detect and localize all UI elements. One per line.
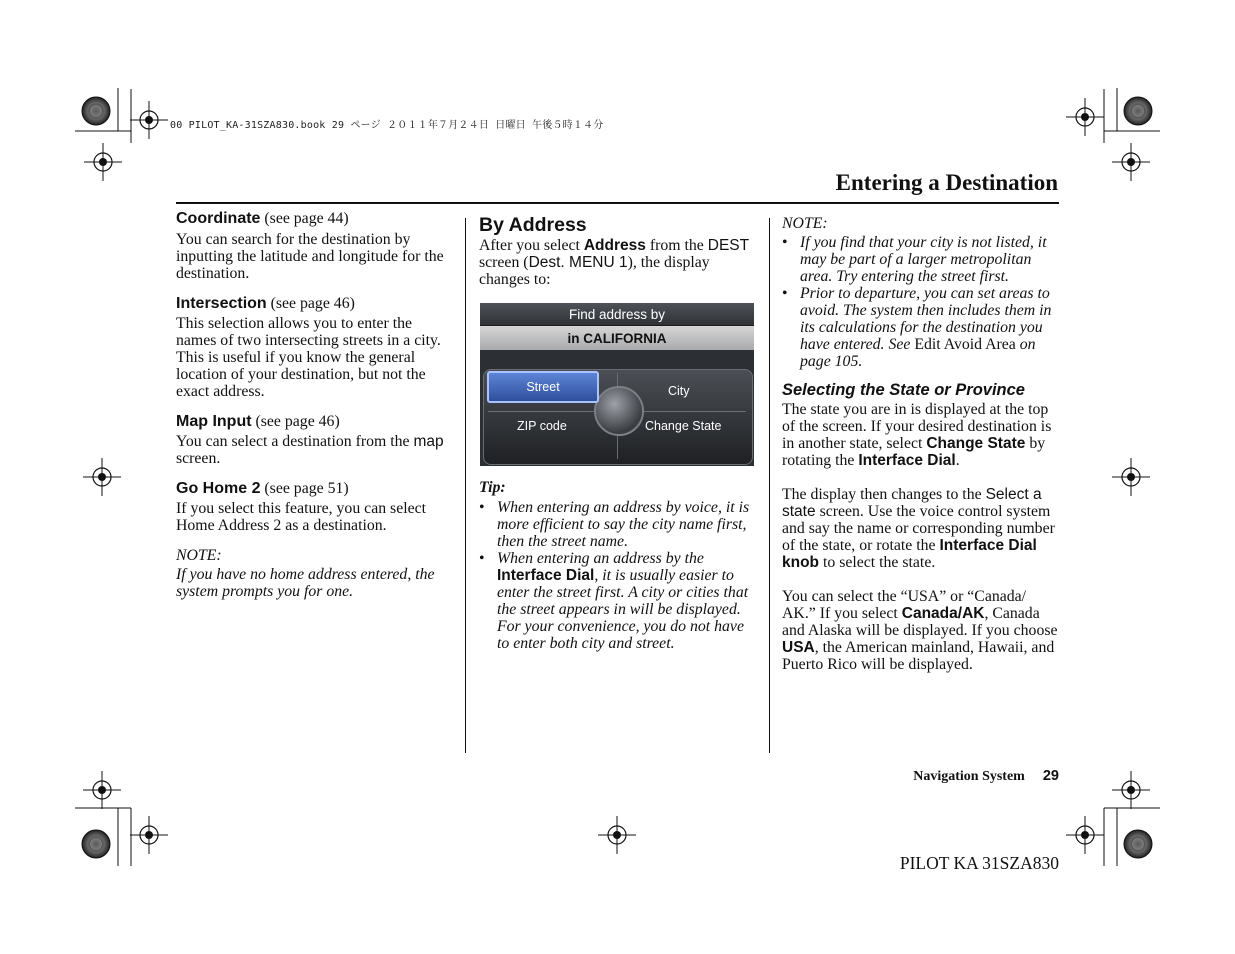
zip-code-option[interactable]: ZIP code [517, 419, 567, 433]
column-left [176, 210, 452, 600]
coordinate-title: Coordinate [176, 210, 261, 227]
column-divider [465, 218, 466, 753]
change-state-option[interactable]: Change State [645, 419, 722, 433]
go-home-title: Go Home 2 [176, 480, 261, 497]
footer-section: Navigation System [913, 769, 1025, 784]
page-title: Entering a Destination [835, 170, 1058, 195]
go-home-ref: (see page 51) [264, 480, 349, 497]
street-option[interactable]: Street [487, 371, 599, 403]
column-right [782, 210, 1060, 673]
section-coordinate [176, 210, 452, 227]
intersection-ref: (see page 46) [270, 295, 355, 312]
model-code: PILOT KA 31SZA830 [899, 853, 1059, 873]
section-go-home [176, 480, 452, 497]
note-body: If you have no home address entered, the system prompts you for one. [176, 566, 435, 600]
footer [913, 768, 1059, 785]
map-input-ref: (see page 46) [255, 413, 340, 430]
column-middle [479, 210, 755, 652]
tip-list [479, 499, 755, 652]
tip-bullet-1: • When entering an address by voice, it is more efficient to say the city name first, then the street name. [479, 499, 755, 550]
city-option[interactable]: City [668, 384, 690, 398]
edit-avoid-area-link: Edit Avoid Area [914, 336, 1016, 353]
map-input-body: You can select a destination from the map screen. [176, 433, 444, 467]
map-screen-name: map [413, 433, 444, 450]
corner-rose-icon [82, 97, 110, 125]
find-address-screen [480, 303, 754, 466]
go-home-body: If you select this feature, you can select Home Address 2 as a destination. [176, 500, 427, 534]
interface-dial-icon [594, 386, 644, 436]
state-paragraph-2: The display then changes to the Select a state screen. Use the voice control system and say the name or corresponding number of the state, or rotate the Interface Dial knob to select the state. [782, 486, 1055, 571]
note-label: NOTE: [176, 547, 222, 564]
note-list [782, 234, 1060, 370]
coordinate-body: You can search for the destination by inputting the latitude and longitude for the destination. [176, 231, 444, 282]
screen-title: Find address by [568, 307, 666, 322]
state-paragraph-1: The state you are in is displayed at the top of the screen. If your desired destination is in another state, select Change State by rotating the Interface Dial. [782, 401, 1052, 469]
state-subheading: Selecting the State or Province [782, 381, 1025, 399]
by-address-intro: After you select Address from the DEST screen (Dest. MENU 1), the display changes to: [479, 237, 750, 288]
map-input-title: Map Input [176, 413, 252, 430]
intersection-body: This selection allows you to enter the names of two intersecting streets in a city. This is useful if you know the general location of your destination, but not the exact address. [176, 315, 441, 400]
section-map-input [176, 413, 452, 430]
screen-state-label: in CALIFORNIA [567, 331, 667, 346]
section-intersection [176, 295, 452, 312]
column-divider [769, 218, 770, 753]
tip-bullet-2: • When entering an address by the Interface Dial, it is usually easier to enter the street first. A city or cities that the street appears in will be displayed. For your convenience, you do not have to enter both city and street. [479, 550, 755, 652]
by-address-heading: By Address [479, 214, 587, 236]
note-bullet-1: • If you find that your city is not listed, it may be part of a larger metropolitan area. Try entering the street first. [782, 234, 1060, 285]
file-info: 00 PILOT_KA-31SZA830.book 29 ページ ２０１１年７月２４日 日曜日 午後５時１４分 [170, 120, 604, 131]
state-paragraph-3: You can select the “USA” or “Canada/ AK.” If you select Canada/AK, Canada and Alaska will be displayed. If you choose USA, the American mainland, Hawaii, and Puerto Rico will be displayed. [782, 588, 1058, 673]
header-rule [176, 202, 1059, 204]
note-label: NOTE: [782, 215, 828, 232]
coordinate-ref: (see page 44) [264, 210, 349, 227]
tip-label: Tip: [479, 479, 506, 496]
intersection-title: Intersection [176, 295, 267, 312]
page-number: 29 [1042, 768, 1059, 784]
note-bullet-2: • Prior to departure, you can set areas to avoid. The system then includes them in its calculations for the destination you have entered. See Edit Avoid Area on page 105. [782, 285, 1060, 370]
